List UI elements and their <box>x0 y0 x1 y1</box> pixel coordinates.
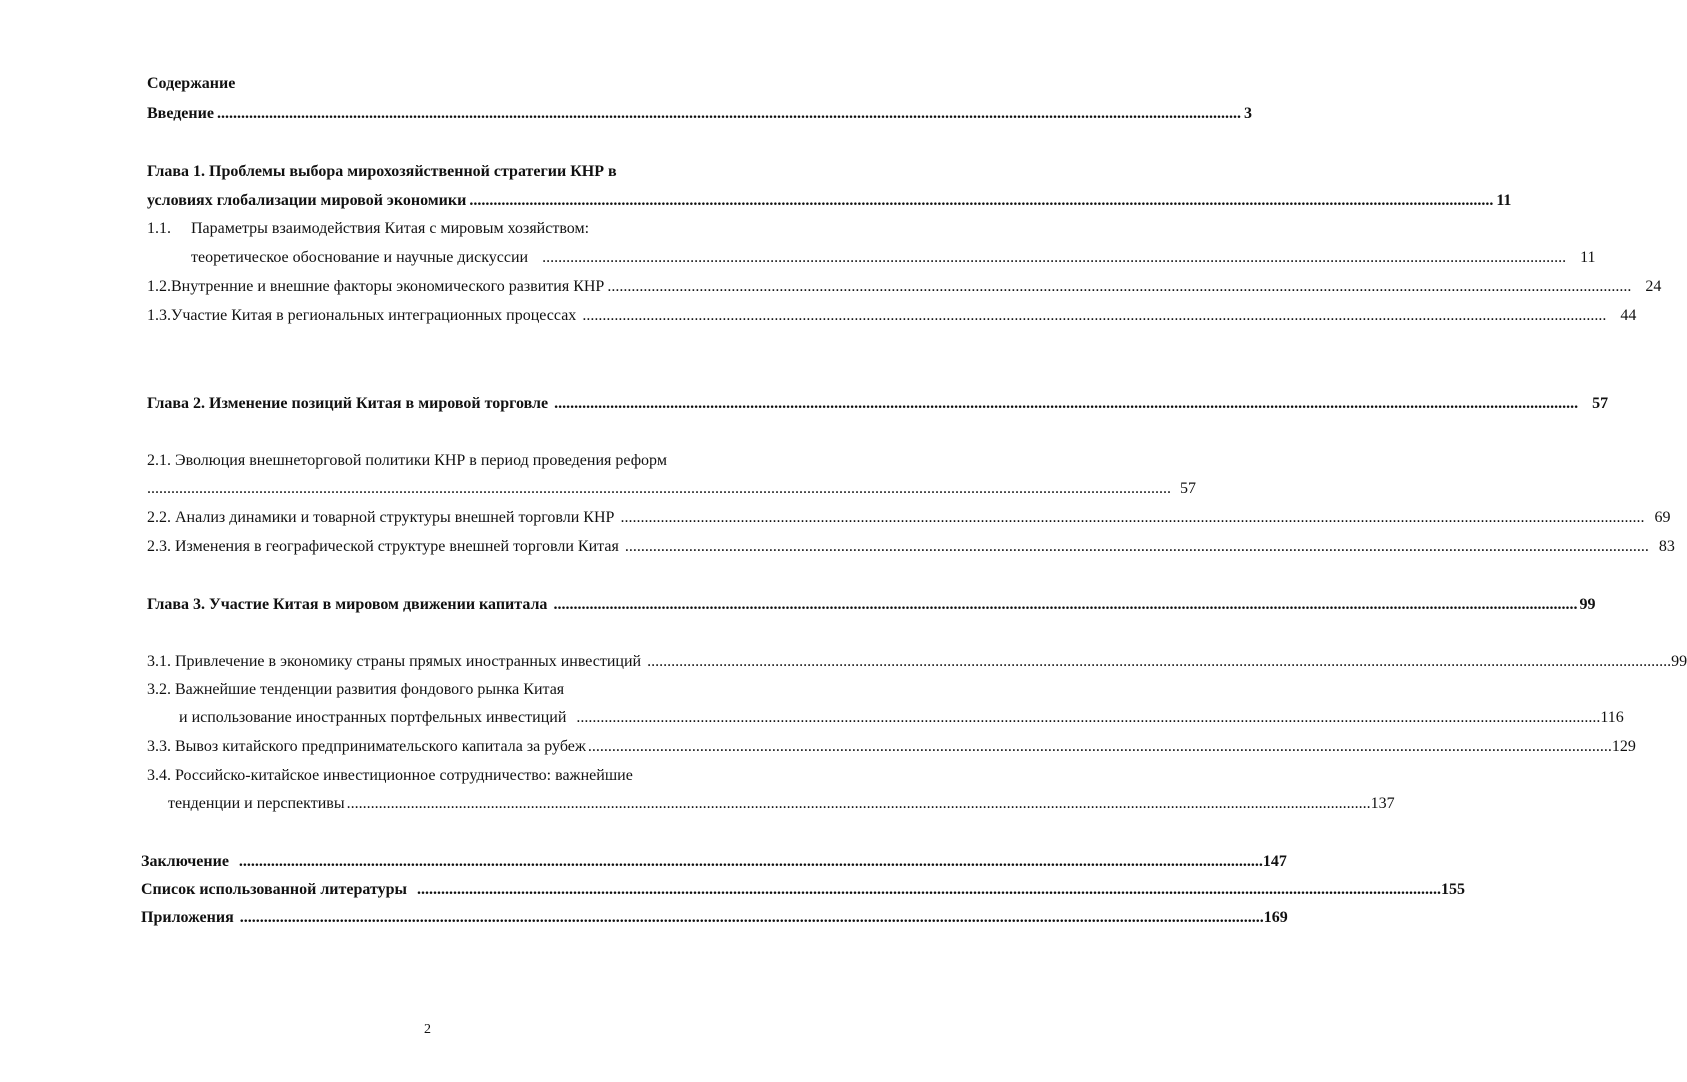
entry-page: 24 <box>1645 278 1662 295</box>
chapter-1-title-line1: Глава 1. Проблемы выбора мирохозяйственной стратегии КНР в <box>147 163 617 180</box>
section-1-1-line2 <box>191 248 1596 268</box>
toc-entry-references <box>141 880 1465 900</box>
leader-dots: ................................................................................................................................................................................................................................................................ <box>647 653 1672 670</box>
toc-heading: Содержание <box>147 75 236 92</box>
section-3-1 <box>147 652 1687 672</box>
section-3-4-line2 <box>168 794 1395 814</box>
entry-page: 57 <box>1180 480 1196 497</box>
entry-label: и использование иностранных портфельных инвестиций <box>179 709 567 726</box>
entry-label: теоретическое обоснование и научные дискуссии <box>191 249 529 266</box>
entry-page: 44 <box>1620 307 1637 324</box>
toc-entry-intro <box>147 104 1252 124</box>
leader-dots: ................................................................................................................................................................................................................................................................ <box>576 709 1601 726</box>
chapter-1-title-line2 <box>147 191 1512 211</box>
entry-page: 11 <box>1496 192 1512 209</box>
section-2-3 <box>147 537 1675 557</box>
section-number: 1.2. <box>147 278 171 295</box>
entry-label: Глава 2. Изменение позиций Китая в мировой торговле <box>147 395 549 412</box>
leader-dots: ................................................................................................................................................................................................................................................................ <box>553 596 1578 613</box>
chapter-2-title <box>147 394 1609 414</box>
section-3-2-line1: 3.2. Важнейшие тенденции развития фондового рынка Китая <box>147 681 565 698</box>
leader-dots: ................................................................................................................................................................................................................................................................ <box>346 795 1371 812</box>
entry-page: 69 <box>1654 509 1671 526</box>
section-1-2 <box>147 277 1662 297</box>
entry-label: Список использованной литературы <box>141 881 407 898</box>
entry-page: 116 <box>1600 709 1624 726</box>
toc-entry-appendices <box>141 908 1288 928</box>
entry-page: 137 <box>1370 795 1395 812</box>
leader-dots: ................................................................................................................................................................................................................................................................ <box>620 509 1645 526</box>
entry-page: 57 <box>1592 395 1609 412</box>
leader-dots: ................................................................................................................................................................................................................................................................ <box>239 909 1264 926</box>
leader-dots: ................................................................................................................................................................................................................................................................ <box>147 480 1171 497</box>
leader-dots: ................................................................................................................................................................................................................................................................ <box>417 881 1441 898</box>
entry-page: 129 <box>1611 738 1636 755</box>
entry-label: 2.3. Изменения в географической структуре внешней торговли Китая <box>147 538 619 555</box>
entry-label: Внутренние и внешние факторы экономического развития КНР <box>171 278 605 295</box>
section-number: 1.3. <box>147 307 171 324</box>
section-2-2 <box>147 508 1671 528</box>
section-2-1-line1: 2.1. Эволюция внешнеторговой политики КНР в период проведения реформ <box>147 452 667 469</box>
entry-page: 99 <box>1579 596 1596 613</box>
section-3-4-line1: 3.4. Российско-китайское инвестиционное сотрудничество: важнейшие <box>147 767 633 784</box>
section-1-3 <box>147 306 1637 326</box>
entry-label: Введение <box>147 105 214 122</box>
leader-dots: ................................................................................................................................................................................................................................................................ <box>587 738 1612 755</box>
section-number: 1.1. <box>147 220 171 237</box>
entry-page: 155 <box>1441 881 1465 898</box>
entry-page: 169 <box>1263 909 1288 926</box>
entry-label: 2.2. Анализ динамики и товарной структуры внешней торговли КНР <box>147 509 615 526</box>
page-number: 2 <box>424 1022 431 1037</box>
leader-dots: ................................................................................................................................................................................................................................................................ <box>469 192 1494 209</box>
entry-page: 83 <box>1658 538 1675 555</box>
entry-page: 99 <box>1671 653 1687 670</box>
entry-label: Заключение <box>141 853 229 870</box>
leader-dots: ................................................................................................................................................................................................................................................................ <box>624 538 1649 555</box>
leader-dots: ................................................................................................................................................................................................................................................................ <box>216 105 1241 122</box>
section-3-2-line2 <box>179 708 1624 728</box>
chapter-3-title <box>147 595 1596 615</box>
section-1-1-line1 <box>147 219 589 239</box>
entry-label: Глава 3. Участие Китая в мировом движении капитала <box>147 596 548 613</box>
leader-dots: ................................................................................................................................................................................................................................................................ <box>542 249 1567 266</box>
section-label: Параметры взаимодействия Китая с мировым хозяйством: <box>191 220 590 237</box>
leader-dots: ................................................................................................................................................................................................................................................................ <box>582 307 1607 324</box>
leader-dots: ................................................................................................................................................................................................................................................................ <box>607 278 1632 295</box>
entry-label: Участие Китая в региональных интеграционных процессах <box>171 307 577 324</box>
entry-label: тенденции и перспективы <box>168 795 345 812</box>
entry-page: 3 <box>1243 105 1252 122</box>
entry-label: Приложения <box>141 909 234 926</box>
section-3-3 <box>147 737 1636 757</box>
section-2-1-line2 <box>147 479 1196 499</box>
entry-label: 3.3. Вывоз китайского предпринимательского капитала за рубеж <box>147 738 586 755</box>
toc-entry-conclusion <box>141 852 1287 872</box>
leader-dots: ................................................................................................................................................................................................................................................................ <box>554 395 1579 412</box>
entry-label: 3.1. Привлечение в экономику страны прямых иностранных инвестиций <box>147 653 642 670</box>
entry-page: 11 <box>1580 249 1596 266</box>
entry-page: 147 <box>1262 853 1287 870</box>
leader-dots: ................................................................................................................................................................................................................................................................ <box>238 853 1263 870</box>
entry-label: условиях глобализации мировой экономики <box>147 192 467 209</box>
